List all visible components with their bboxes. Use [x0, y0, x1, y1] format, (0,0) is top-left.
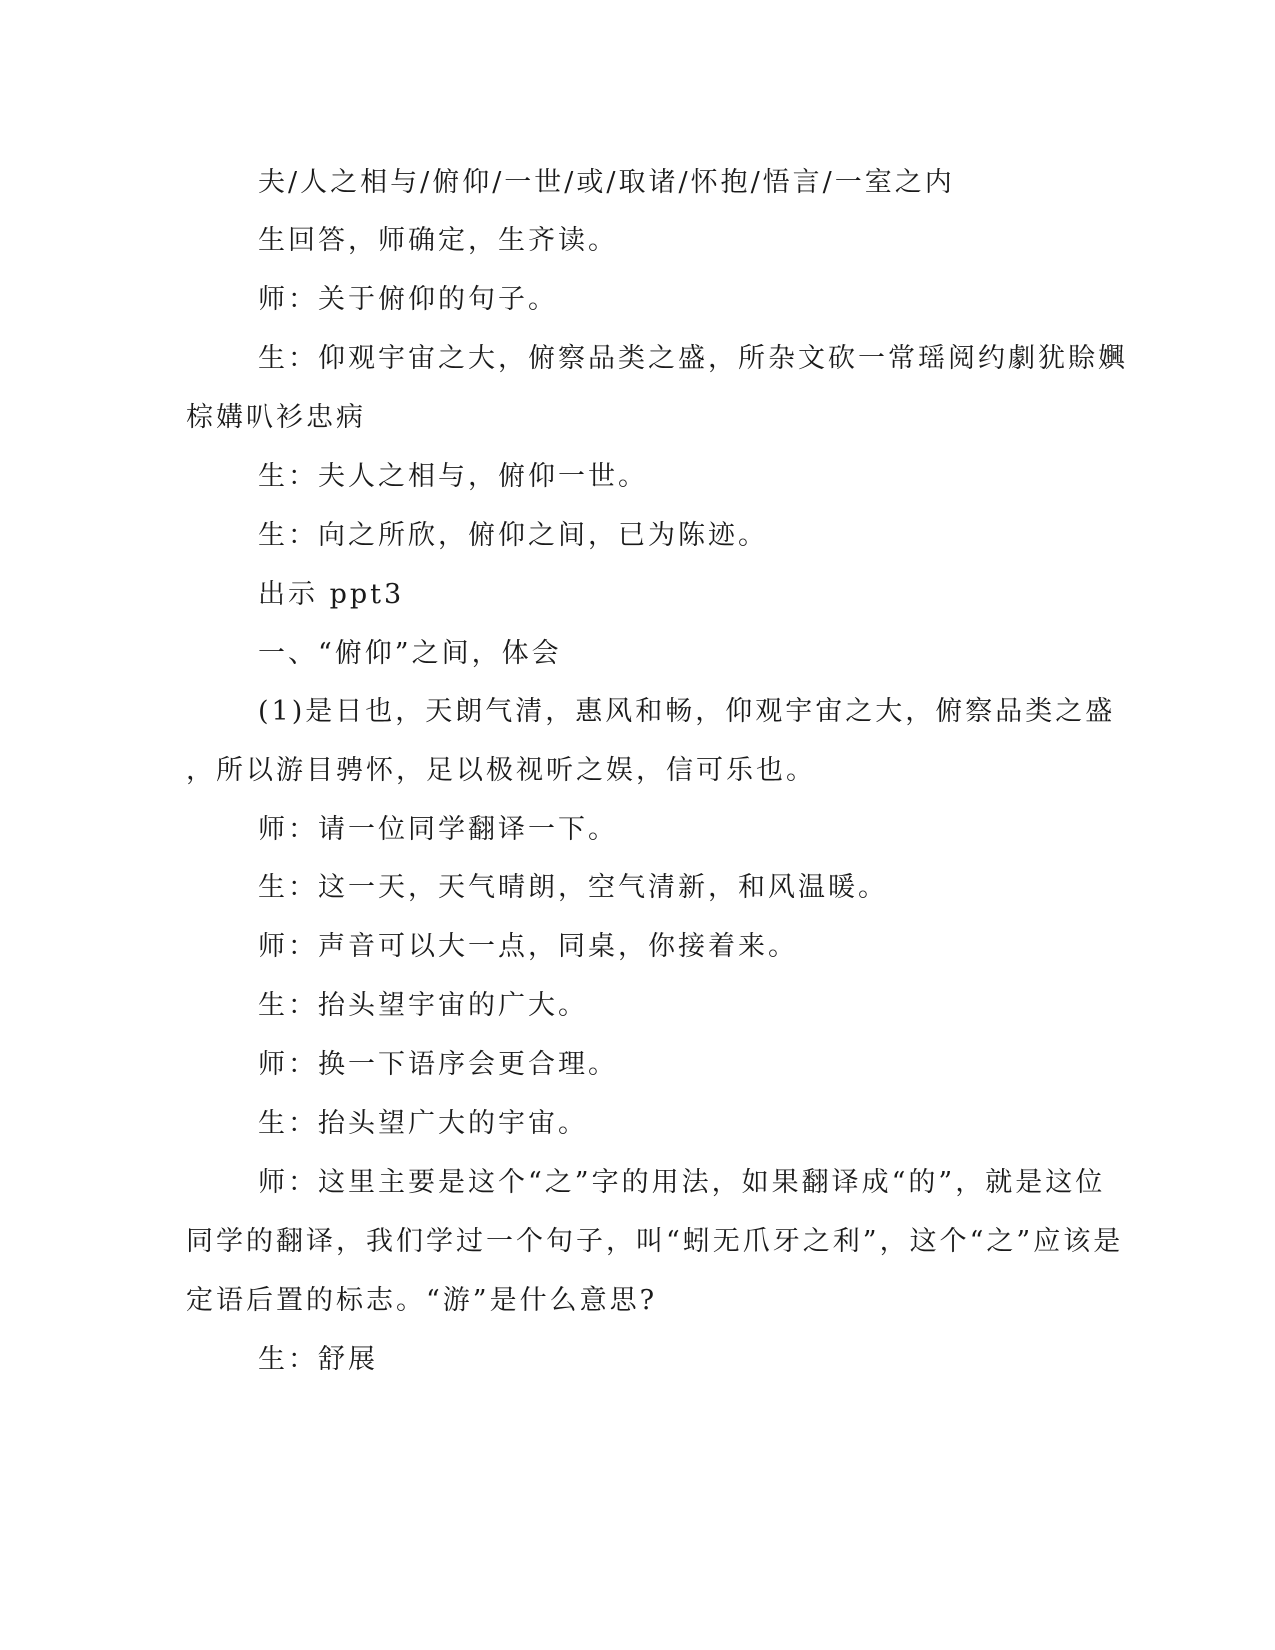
text-line: 生：抬头望宇宙的广大。: [258, 990, 588, 1021]
text-line: 生：抬头望广大的宇宙。: [258, 1108, 588, 1139]
text-line: 夫/人之相与/俯仰/一世/或/取诸/怀抱/悟言/一室之内: [258, 167, 955, 198]
text-line: 生：仰观宇宙之大，俯察品类之盛，所杂文砍一常瑶阅约劇犹賒嬹: [258, 343, 1128, 374]
text-line: 师：请一位同学翻译一下。: [258, 814, 618, 845]
text-line: 师：声音可以大一点，同桌，你接着来。: [258, 931, 798, 962]
text-line: 师：这里主要是这个“之”字的用法，如果翻译成“的”，就是这位: [258, 1167, 1106, 1198]
text-line: 同学的翻译，我们学过一个句子，叫“蚓无爪牙之利”，这个“之”应该是: [186, 1226, 1124, 1257]
text-line: (1)是日也，天朗气清，惠风和畅，仰观宇宙之大，俯察品类之盛: [258, 696, 1116, 727]
text-line: 生：这一天，天气晴朗，空气清新，和风温暖。: [258, 872, 888, 903]
text-line: 定语后置的标志。“游”是什么意思?: [186, 1285, 658, 1316]
text-line: 出示 ppt3: [258, 579, 405, 610]
text-line: 生回答，师确定，生齐读。: [258, 225, 618, 256]
text-line: 一、“俯仰”之间，体会: [258, 638, 562, 669]
text-line: 师：换一下语序会更合理。: [258, 1049, 618, 1080]
text-line: 生：舒展: [258, 1344, 378, 1375]
text-line: 师：关于俯仰的句子。: [258, 284, 558, 315]
text-line: 生：向之所欣，俯仰之间，已为陈迹。: [258, 520, 768, 551]
text-line: 棕媾叭衫忠病: [186, 402, 366, 433]
text-line: ，所以游目骋怀，足以极视听之娱，信可乐也。: [186, 755, 816, 786]
text-line: 生：夫人之相与，俯仰一世。: [258, 461, 648, 492]
